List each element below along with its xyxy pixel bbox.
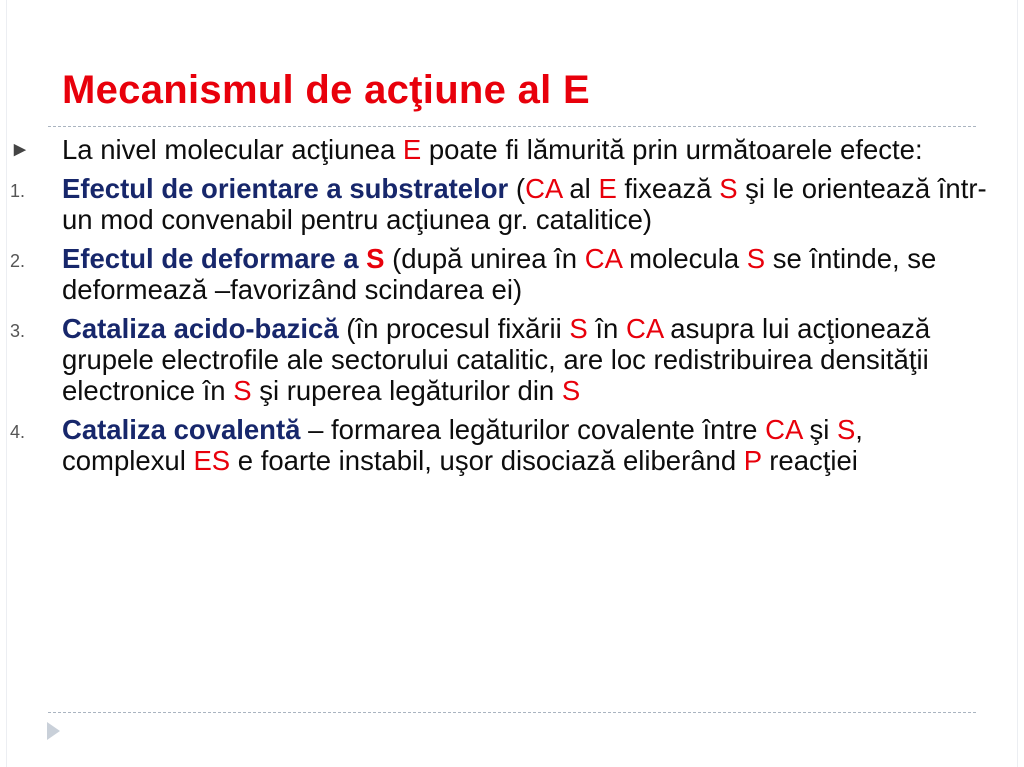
list-item-heading: Cataliza acido-bazică xyxy=(62,313,339,344)
bullet-arrow-icon: ▶ xyxy=(14,141,26,158)
intro-paragraph xyxy=(0,134,1024,165)
list-number: 2. xyxy=(10,251,26,271)
footer-triangle-icon xyxy=(47,722,60,740)
title-divider xyxy=(48,126,976,127)
slide-title: Mecanismul de acţiune al E xyxy=(62,68,590,112)
list-item-text: Cataliza acido-bazică (în procesul fixării S în CA asupra lui acţionează grupele electrofile ale sectorului catalitic, are loc redistribuirea densităţii electronice în S şi ruperea legăturilor din S xyxy=(62,313,931,406)
list-number: 1. xyxy=(10,181,26,201)
list-number: 4. xyxy=(10,422,26,442)
list-item-text: Cataliza covalentă – formarea legăturilor covalente între CA şi S, complexul ES e foarte instabil, uşor disociază eliberând P reacţiei xyxy=(62,414,863,476)
footer-divider xyxy=(48,712,976,713)
list-item xyxy=(0,313,1024,406)
list-item xyxy=(0,173,1024,235)
list-item-heading: Efectul de deformare a xyxy=(62,243,367,274)
list-item-heading: Cataliza covalentă xyxy=(62,414,301,445)
intro-text: La nivel molecular acţiunea E poate fi lămurită prin următoarele efecte: xyxy=(62,134,923,165)
list-number: 3. xyxy=(10,321,26,341)
list-item-text: Efectul de orientare a substratelor (CA al E fixează S şi le orientează într-un mod convenabil pentru acţiunea gr. catalitice) xyxy=(62,173,987,235)
slide-body xyxy=(0,134,1024,484)
list-item xyxy=(0,243,1024,305)
list-item-heading: Efectul de orientare a substratelor xyxy=(62,173,509,204)
list-item xyxy=(0,414,1024,476)
list-item-text: Efectul de deformare a S (după unirea în CA molecula S se întinde, se deformează –favorizând scindarea ei) xyxy=(62,243,937,305)
